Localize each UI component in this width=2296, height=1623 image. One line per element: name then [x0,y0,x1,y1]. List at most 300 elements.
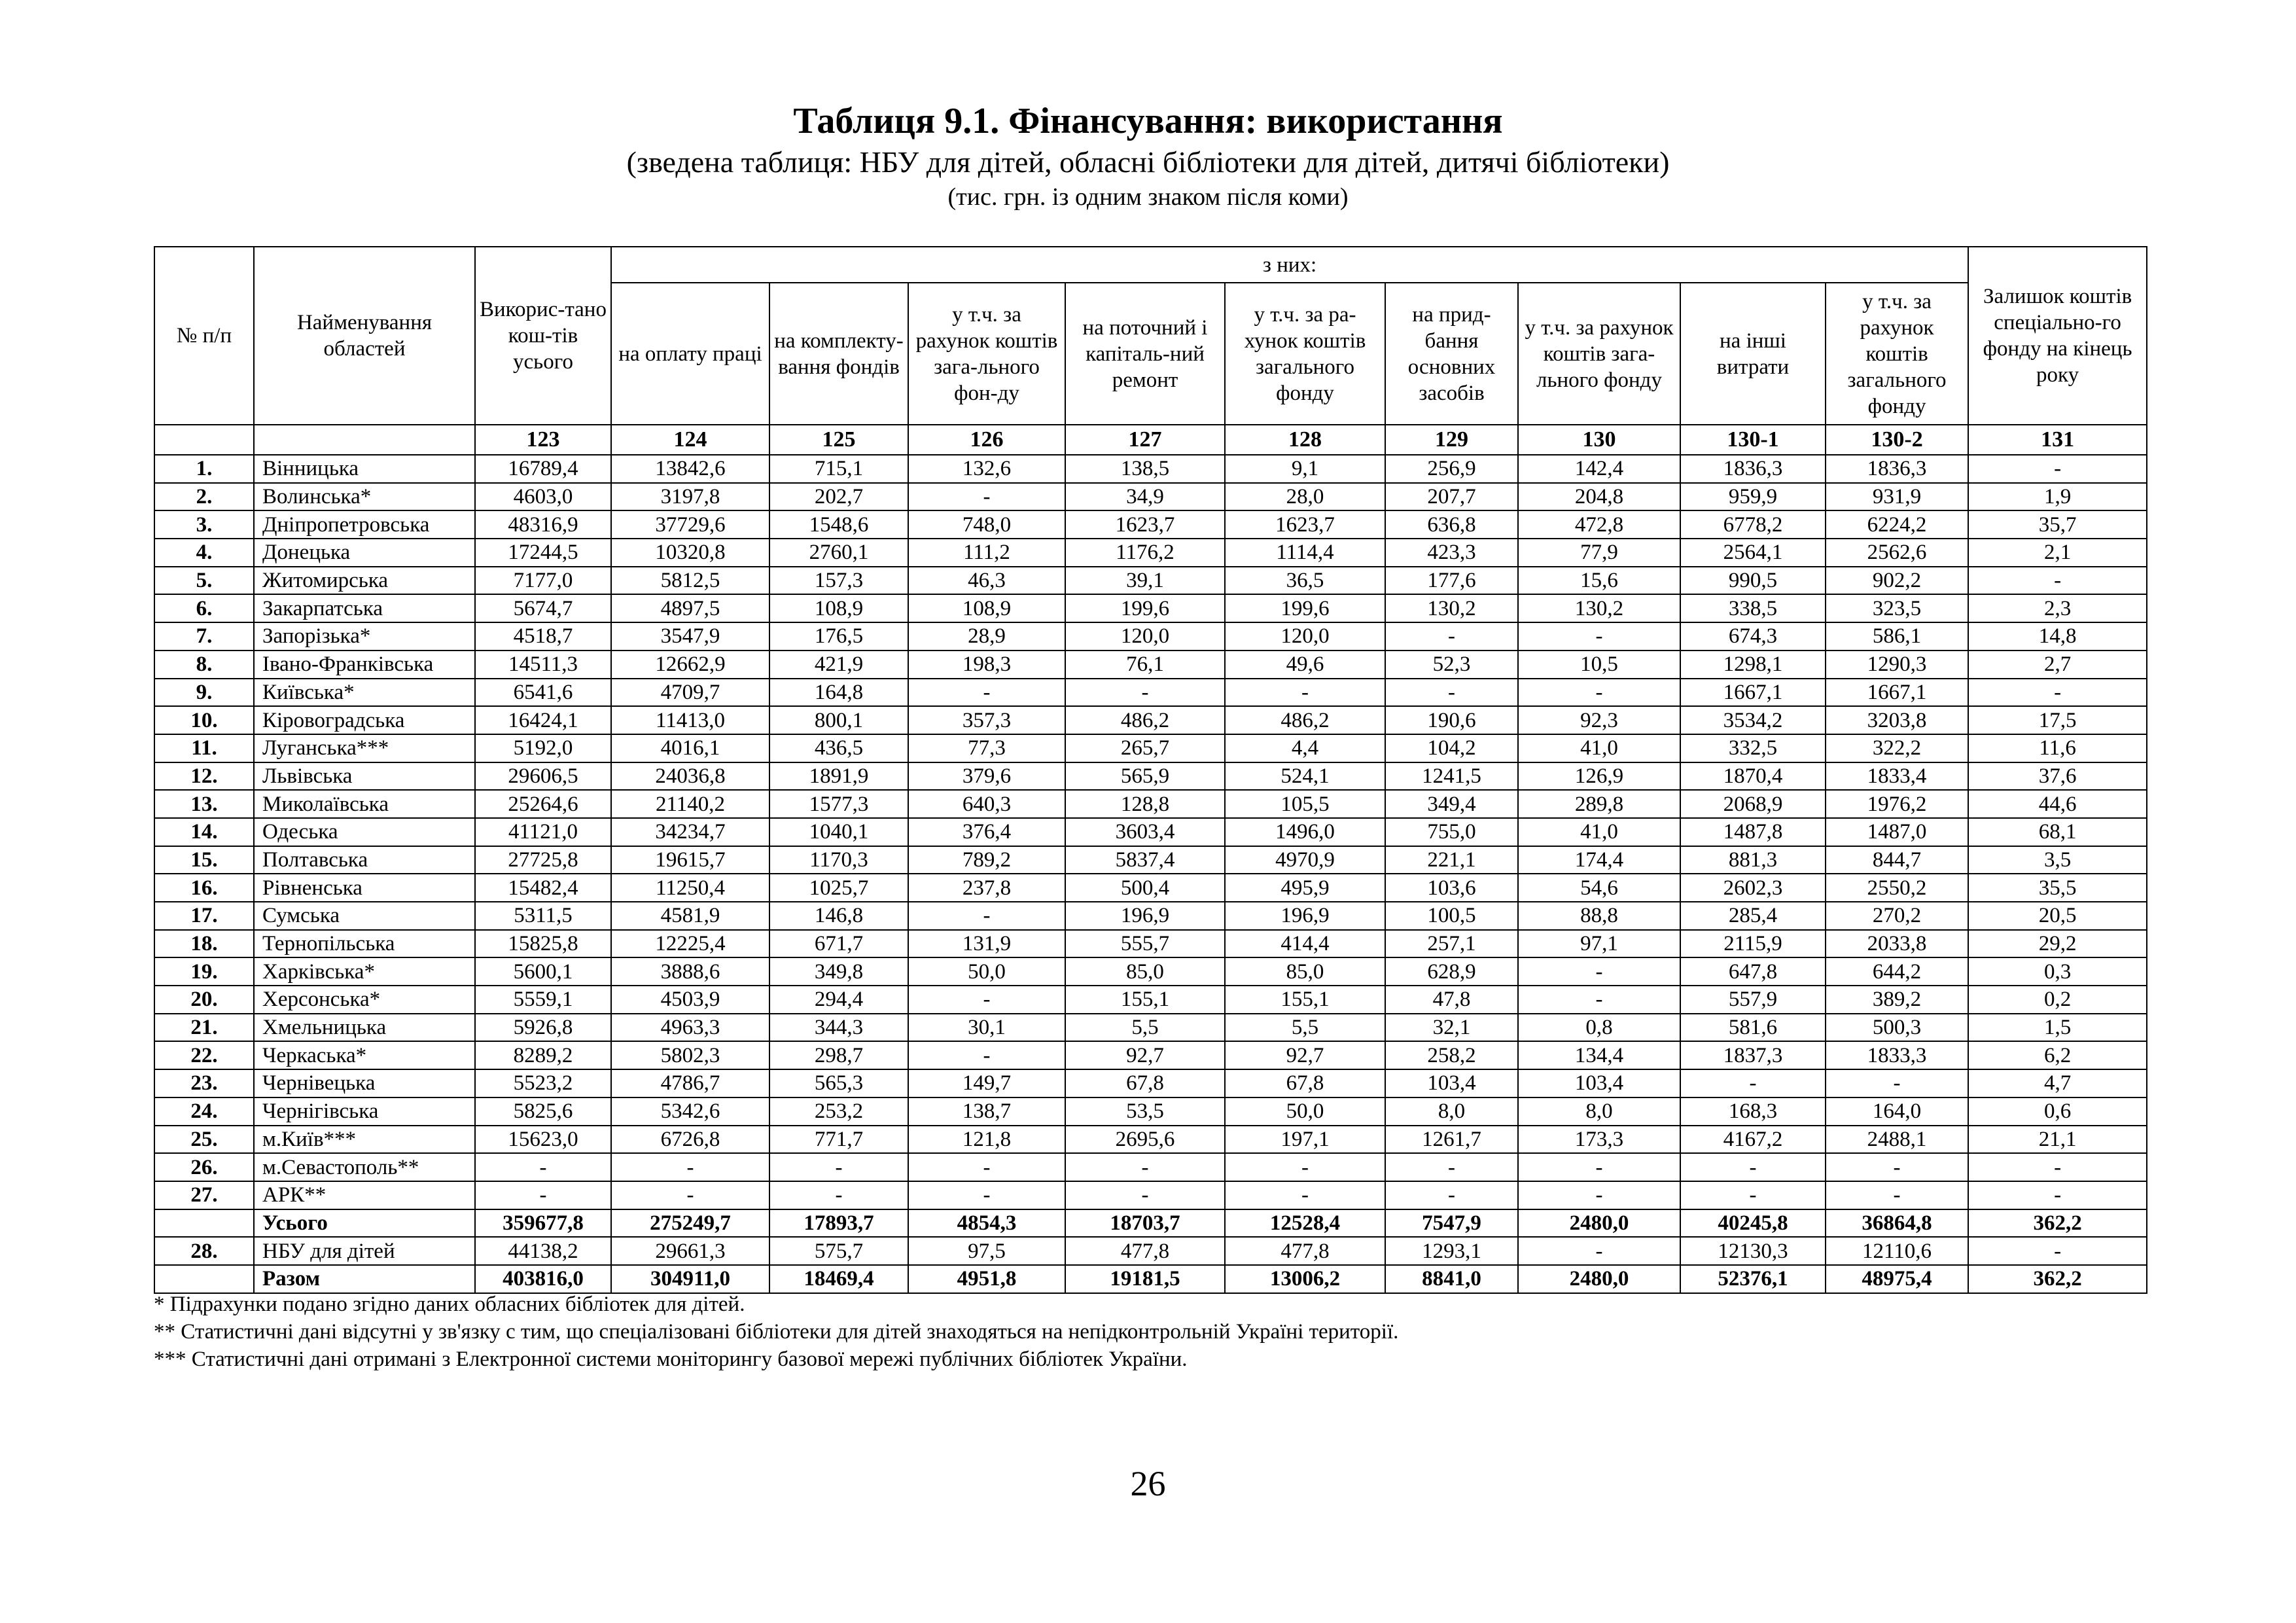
value-cell: 1293,1 [1385,1237,1518,1265]
value-cell: 2480,0 [1518,1265,1680,1293]
value-cell: 2602,3 [1680,874,1826,902]
value-cell: 5523,2 [475,1069,611,1097]
value-cell: 1548,6 [769,510,908,539]
value-cell: 0,2 [1968,986,2147,1014]
value-cell: - [1225,1181,1385,1209]
row-number: 5. [154,567,254,595]
value-cell: 11,6 [1968,734,2147,762]
header-other-expenses: на інші витрати [1680,283,1826,425]
region-name: Херсонська* [254,986,475,1014]
row-number: 3. [154,510,254,539]
value-cell: 197,1 [1225,1126,1385,1154]
value-cell: 748,0 [908,510,1065,539]
value-cell: 565,9 [1065,762,1225,791]
value-cell: 5192,0 [475,734,611,762]
value-cell: 4963,3 [611,1014,769,1042]
value-cell: 199,6 [1065,594,1225,622]
table-subtitle: (зведена таблиця: НБУ для дітей, обласні бібліотеки для дітей, дитячі бібліотеки) [626,145,1670,179]
value-cell: 17244,5 [475,539,611,567]
value-cell: 959,9 [1680,483,1826,511]
value-cell: - [1065,1153,1225,1181]
code-cell: 130 [1518,425,1680,455]
value-cell: 4786,7 [611,1069,769,1097]
table-total-row [154,1265,2147,1293]
value-cell: 36864,8 [1826,1209,1968,1238]
value-cell: 436,5 [769,734,908,762]
value-cell: 8,0 [1385,1097,1518,1126]
row-number: 17. [154,902,254,930]
value-cell: 67,8 [1225,1069,1385,1097]
value-cell: 298,7 [769,1041,908,1069]
value-cell: 5812,5 [611,567,769,595]
value-cell: 25264,6 [475,790,611,818]
value-cell: 4016,1 [611,734,769,762]
value-cell: 17,5 [1968,706,2147,734]
value-cell: 5926,8 [475,1014,611,1042]
value-cell: 2488,1 [1826,1126,1968,1154]
value-cell: 349,4 [1385,790,1518,818]
value-cell: 48975,4 [1826,1265,1968,1293]
value-cell: 29661,3 [611,1237,769,1265]
value-cell: 0,6 [1968,1097,2147,1126]
value-cell: 108,9 [769,594,908,622]
value-cell: 1114,4 [1225,539,1385,567]
value-cell: - [1385,679,1518,707]
value-cell: 800,1 [769,706,908,734]
value-cell: 1833,3 [1826,1041,1968,1069]
row-number: 21. [154,1014,254,1042]
table-row [154,1041,2147,1069]
value-cell: 5825,6 [475,1097,611,1126]
value-cell: 2,1 [1968,539,2147,567]
row-number: 27. [154,1181,254,1209]
table-row [154,539,2147,567]
region-name: Донецька [254,539,475,567]
value-cell: 349,8 [769,957,908,986]
table-row [154,1126,2147,1154]
value-cell: 715,1 [769,455,908,483]
region-name: Одеська [254,818,475,846]
value-cell: 130,2 [1518,594,1680,622]
value-cell: - [908,1041,1065,1069]
value-cell: - [1225,1153,1385,1181]
value-cell: 174,4 [1518,846,1680,874]
value-cell: 103,4 [1385,1069,1518,1097]
region-name: Усього [254,1209,475,1238]
value-cell: 4709,7 [611,679,769,707]
value-cell: - [1826,1181,1968,1209]
value-cell: 1,5 [1968,1014,2147,1042]
value-cell: - [1680,1069,1826,1097]
region-name: Разом [254,1265,475,1293]
value-cell: 13842,6 [611,455,769,483]
value-cell: 323,5 [1826,594,1968,622]
row-number: 9. [154,679,254,707]
value-cell: 53,5 [1065,1097,1225,1126]
value-cell: 138,5 [1065,455,1225,483]
value-cell: 28,0 [1225,483,1385,511]
value-cell: 34,9 [1065,483,1225,511]
value-cell: 196,9 [1225,902,1385,930]
region-name: Вінницька [254,455,475,483]
header-total-used: Викорис-тано кош-тів усього [475,247,611,425]
value-cell: 379,6 [908,762,1065,791]
value-cell: 2,7 [1968,651,2147,679]
value-cell: 4970,9 [1225,846,1385,874]
value-cell: 20,5 [1968,902,2147,930]
value-cell: 164,0 [1826,1097,1968,1126]
code-cell: 129 [1385,425,1518,455]
value-cell: - [1968,455,2147,483]
table-row [154,1097,2147,1126]
value-cell: 1976,2 [1826,790,1968,818]
row-number: 24. [154,1097,254,1126]
value-cell: 18469,4 [769,1265,908,1293]
value-cell: 6224,2 [1826,510,1968,539]
value-cell: 134,4 [1518,1041,1680,1069]
value-cell: - [1518,986,1680,1014]
value-cell: 121,8 [908,1126,1065,1154]
value-cell: 120,0 [1065,622,1225,651]
table-row [154,734,2147,762]
value-cell: 48316,9 [475,510,611,539]
row-number: 11. [154,734,254,762]
header-fixed-assets-general: у т.ч. за рахунок коштів зага-льного фонду [1518,283,1680,425]
value-cell: 5802,3 [611,1041,769,1069]
value-cell: 202,7 [769,483,908,511]
value-cell: - [1385,1153,1518,1181]
table-row [154,902,2147,930]
value-cell: 344,3 [769,1014,908,1042]
value-cell: - [1065,679,1225,707]
value-cell: 132,6 [908,455,1065,483]
value-cell: 557,9 [1680,986,1826,1014]
value-cell: 5674,7 [475,594,611,622]
table-row [154,510,2147,539]
value-cell: 34234,7 [611,818,769,846]
value-cell: 14511,3 [475,651,611,679]
code-cell: 126 [908,425,1065,455]
table-row [154,622,2147,651]
row-number: 20. [154,986,254,1014]
value-cell: 575,7 [769,1237,908,1265]
row-number: 4. [154,539,254,567]
value-cell: 4518,7 [475,622,611,651]
value-cell: 12528,4 [1225,1209,1385,1238]
value-cell: 92,7 [1225,1041,1385,1069]
value-cell: - [908,1153,1065,1181]
value-cell: 881,3 [1680,846,1826,874]
value-cell: 423,3 [1385,539,1518,567]
value-cell: 37,6 [1968,762,2147,791]
value-cell: 3197,8 [611,483,769,511]
value-cell: 902,2 [1826,567,1968,595]
row-number: 8. [154,651,254,679]
value-cell: 1667,1 [1826,679,1968,707]
value-cell: 14,8 [1968,622,2147,651]
footnote-2: ** Статистичні дані відсутні у зв'язку с тим, що спеціалізовані бібліотеки для дітей знаходяться на непідконтрольній Україні території. [154,1320,1399,1344]
value-cell: 644,2 [1826,957,1968,986]
value-cell: 32,1 [1385,1014,1518,1042]
value-cell: - [1385,622,1518,651]
region-name: Миколаївська [254,790,475,818]
value-cell: 6,2 [1968,1041,2147,1069]
value-cell: 237,8 [908,874,1065,902]
value-cell: 11250,4 [611,874,769,902]
value-cell: 359677,8 [475,1209,611,1238]
value-cell: 755,0 [1385,818,1518,846]
value-cell: 85,0 [1065,957,1225,986]
footnote-1: * Підрахунки подано згідно даних обласних бібліотек для дітей. [154,1293,745,1316]
value-cell: 258,2 [1385,1041,1518,1069]
value-cell: - [1518,679,1680,707]
value-cell: 1241,5 [1385,762,1518,791]
value-cell: 44,6 [1968,790,2147,818]
value-cell: 37729,6 [611,510,769,539]
page-number: 26 [1130,1464,1166,1503]
value-cell: 0,3 [1968,957,2147,986]
region-name: Тернопільська [254,930,475,958]
value-cell: 495,9 [1225,874,1385,902]
value-cell: 581,6 [1680,1014,1826,1042]
table-body [154,455,2147,1293]
value-cell: 1487,0 [1826,818,1968,846]
value-cell: 103,6 [1385,874,1518,902]
value-cell: 3203,8 [1826,706,1968,734]
row-number: 14. [154,818,254,846]
value-cell: 44138,2 [475,1237,611,1265]
table-row [154,567,2147,595]
value-cell: 128,8 [1065,790,1225,818]
value-cell: 2550,2 [1826,874,1968,902]
value-cell: 17893,7 [769,1209,908,1238]
value-cell: 586,1 [1826,622,1968,651]
value-cell: 15482,4 [475,874,611,902]
value-cell: 16424,1 [475,706,611,734]
value-cell: 362,2 [1968,1265,2147,1293]
value-cell: 6778,2 [1680,510,1826,539]
value-cell: 1891,9 [769,762,908,791]
value-cell: 1623,7 [1065,510,1225,539]
value-cell: 4897,5 [611,594,769,622]
value-cell: 6726,8 [611,1126,769,1154]
region-name: Житомирська [254,567,475,595]
value-cell: 0,8 [1518,1014,1680,1042]
row-number: 26. [154,1153,254,1181]
region-name: Івано-Франківська [254,651,475,679]
row-number: 19. [154,957,254,986]
region-name: Сумська [254,902,475,930]
value-cell: 19181,5 [1065,1265,1225,1293]
value-cell: 500,3 [1826,1014,1968,1042]
value-cell: - [1518,1181,1680,1209]
table-row [154,1069,2147,1097]
code-cell-empty [154,425,254,455]
value-cell: 3547,9 [611,622,769,651]
value-cell: 50,0 [908,957,1065,986]
row-number: 16. [154,874,254,902]
value-cell: 1487,8 [1680,818,1826,846]
value-cell: 15,6 [1518,567,1680,595]
value-cell: 253,2 [769,1097,908,1126]
region-name: Луганська*** [254,734,475,762]
code-cell: 128 [1225,425,1385,455]
header-repair: на поточний і капіталь-ний ремонт [1065,283,1225,425]
row-number: 1. [154,455,254,483]
value-cell: 5,5 [1065,1014,1225,1042]
value-cell: 2115,9 [1680,930,1826,958]
value-cell: 5311,5 [475,902,611,930]
value-cell: 100,5 [1385,902,1518,930]
value-cell: 111,2 [908,539,1065,567]
header-salary: на оплату праці [611,283,769,425]
region-name: Волинська* [254,483,475,511]
value-cell: - [1518,622,1680,651]
value-cell: 771,7 [769,1126,908,1154]
value-cell: - [611,1153,769,1181]
value-cell: 270,2 [1826,902,1968,930]
value-cell: 52,3 [1385,651,1518,679]
value-cell: 2480,0 [1518,1209,1680,1238]
header-acquisition: на комплекту-вання фондів [769,283,908,425]
value-cell: 130,2 [1385,594,1518,622]
value-cell: 3,5 [1968,846,2147,874]
value-cell: 4,4 [1225,734,1385,762]
value-cell: 77,3 [908,734,1065,762]
value-cell: 19615,7 [611,846,769,874]
row-number: 15. [154,846,254,874]
code-cell: 130-2 [1826,425,1968,455]
value-cell: 8841,0 [1385,1265,1518,1293]
value-cell: 8289,2 [475,1041,611,1069]
value-cell: - [769,1181,908,1209]
value-cell: 1261,7 [1385,1126,1518,1154]
value-cell: 10,5 [1518,651,1680,679]
value-cell: 76,1 [1065,651,1225,679]
value-cell: - [1680,1153,1826,1181]
region-name: Полтавська [254,846,475,874]
value-cell: 1,9 [1968,483,2147,511]
value-cell: 565,3 [769,1069,908,1097]
table-row [154,594,2147,622]
value-cell: 27725,8 [475,846,611,874]
value-cell: 640,3 [908,790,1065,818]
table-row [154,1014,2147,1042]
value-cell: 4503,9 [611,986,769,1014]
row-number: 23. [154,1069,254,1097]
table-row [154,790,2147,818]
region-name: Рівненська [254,874,475,902]
value-cell: 1577,3 [769,790,908,818]
value-cell: 173,3 [1518,1126,1680,1154]
value-cell: 332,5 [1680,734,1826,762]
value-cell: 477,8 [1225,1237,1385,1265]
value-cell: - [1518,1237,1680,1265]
value-cell: 88,8 [1518,902,1680,930]
value-cell: 931,9 [1826,483,1968,511]
value-cell: - [1385,1181,1518,1209]
value-cell: - [1225,679,1385,707]
value-cell: 97,1 [1518,930,1680,958]
value-cell: - [1826,1069,1968,1097]
table-row [154,846,2147,874]
code-cell: 123 [475,425,611,455]
value-cell: 9,1 [1225,455,1385,483]
value-cell: - [475,1153,611,1181]
value-cell: - [1518,1153,1680,1181]
value-cell: 289,8 [1518,790,1680,818]
value-cell: 3534,2 [1680,706,1826,734]
value-cell: 11413,0 [611,706,769,734]
value-cell: 671,7 [769,930,908,958]
value-cell: 77,9 [1518,539,1680,567]
value-cell: 4603,0 [475,483,611,511]
value-cell: 256,9 [1385,455,1518,483]
value-cell: 85,0 [1225,957,1385,986]
table-row [154,957,2147,986]
value-cell: 472,8 [1518,510,1680,539]
value-cell: 2033,8 [1826,930,1968,958]
financing-table [154,246,2147,1294]
region-name: НБУ для дітей [254,1237,475,1265]
value-cell: 10320,8 [611,539,769,567]
value-cell: 486,2 [1065,706,1225,734]
value-cell: 3888,6 [611,957,769,986]
value-cell: 338,5 [1680,594,1826,622]
value-cell: 67,8 [1065,1069,1225,1097]
value-cell: 2,3 [1968,594,2147,622]
value-cell: - [1968,567,2147,595]
region-name: Хмельницька [254,1014,475,1042]
value-cell: 142,4 [1518,455,1680,483]
value-cell: 92,3 [1518,706,1680,734]
value-cell: 1836,3 [1826,455,1968,483]
value-cell: - [611,1181,769,1209]
value-cell: 322,2 [1826,734,1968,762]
header-number: № п/п [154,247,254,425]
region-name: Харківська* [254,957,475,986]
value-cell: 49,6 [1225,651,1385,679]
value-cell: 1837,3 [1680,1041,1826,1069]
value-cell: 207,7 [1385,483,1518,511]
table-row [154,930,2147,958]
table-row [154,455,2147,483]
value-cell: 403816,0 [475,1265,611,1293]
value-cell: 1176,2 [1065,539,1225,567]
value-cell: 636,8 [1385,510,1518,539]
table-row [154,874,2147,902]
table-row [154,986,2147,1014]
value-cell: 164,8 [769,679,908,707]
value-cell: 176,5 [769,622,908,651]
row-number: 6. [154,594,254,622]
value-cell: 1298,1 [1680,651,1826,679]
table-row [154,1153,2147,1181]
value-cell: 41121,0 [475,818,611,846]
row-number: 28. [154,1237,254,1265]
region-name: Чернівецька [254,1069,475,1097]
value-cell: 39,1 [1065,567,1225,595]
row-number [154,1265,254,1293]
value-cell: 1496,0 [1225,818,1385,846]
value-cell: - [908,1181,1065,1209]
region-name: Кіровоградська [254,706,475,734]
value-cell: 12662,9 [611,651,769,679]
value-cell: 6541,6 [475,679,611,707]
value-cell: 4581,9 [611,902,769,930]
value-cell: - [1518,957,1680,986]
value-cell: - [1968,1237,2147,1265]
